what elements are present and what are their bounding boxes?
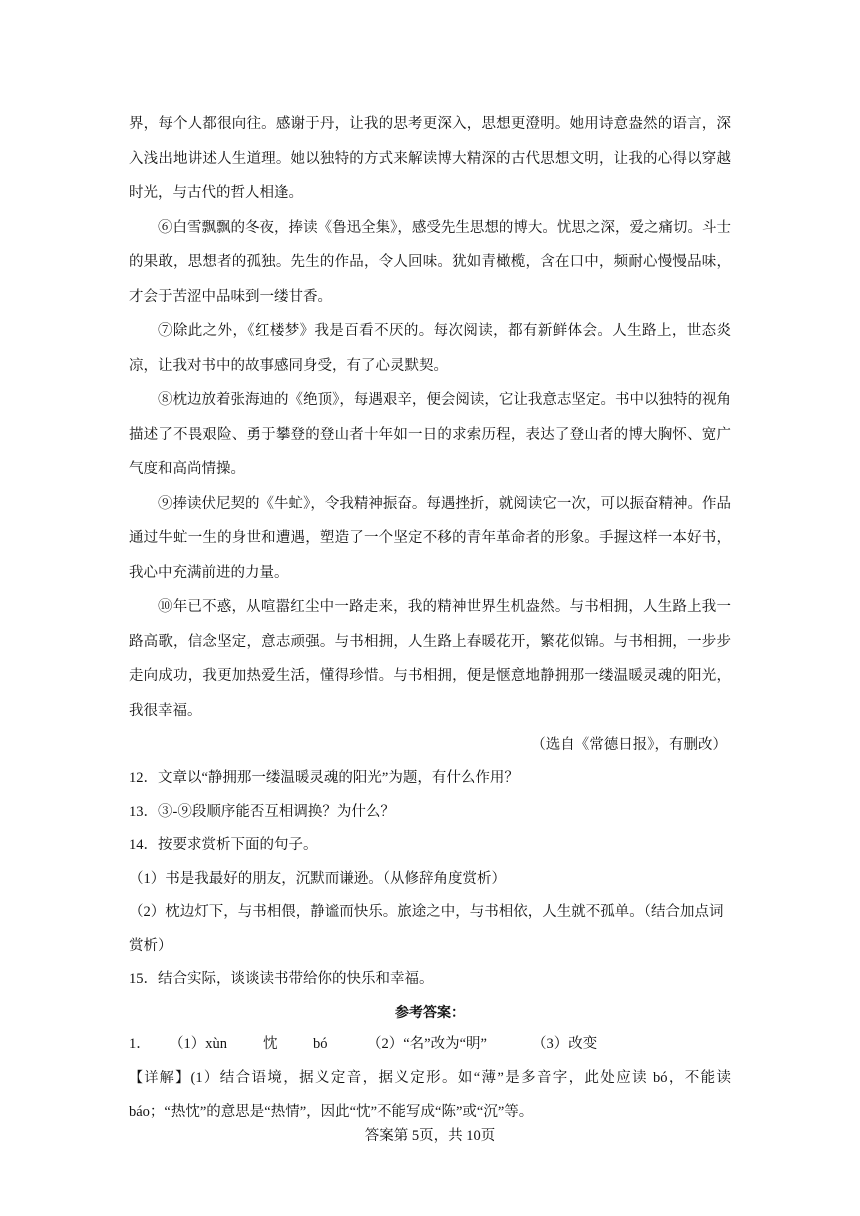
answer-1-char: 忱 <box>263 1035 278 1052</box>
paragraph-8: ⑧枕边放着张海迪的《绝顶》，每遇艰辛，便会阅读，它让我意志坚定。书中以独特的视角描述了不畏艰险、勇于攀登的登山者十年如一日的求索历程，表达了登山者的博大胸怀、宽广气度和高尚情操。 <box>129 392 731 477</box>
paragraph-7: ⑦除此之外，《红楼梦》我是百看不厌的。每次阅读，都有新鲜体会。人生路上，世态炎凉，让我对书中的故事感同身受，有了心灵默契。 <box>129 323 731 374</box>
page-footer: 答案第 5页，共 10页 <box>364 1128 496 1144</box>
answer-1-row <box>129 1027 731 1061</box>
question-14: 14．按要求赏析下面的句子。 <box>129 837 318 853</box>
question-14-1: （1）书是我最好的朋友，沉默而谦逊。（从修辞角度赏析） <box>129 870 506 887</box>
answer-detail <box>129 1061 731 1129</box>
question-13: 13．③-⑨段顺序能否互相调换？为什么？ <box>129 803 395 820</box>
paragraph-6: ⑥白雪飘飘的冬夜，捧读《鲁迅全集》，感受先生思想的博大。忧思之深，爱之痛切。斗士的果敢，思想者的孤独。先生的作品，令人回味。犹如青橄榄，含在口中，频耐心慢慢品味，才会于苦涩中品味到一缕甘香。 <box>129 219 731 305</box>
question-14-2: （2）枕边灯下，与书相偎，静谧而快乐。旅途之中，与书相依，人生就不孤单。（结合加点词赏析） <box>129 904 724 954</box>
question-12: 12．文章以“静拥那一缕温暖灵魂的阳光”为题，有什么作用？ <box>129 770 519 786</box>
answer-1-part-3: （3）改变 <box>532 1035 598 1052</box>
detail-label: 【详解】 <box>129 1069 191 1086</box>
answers-title: 参考答案： <box>395 1003 465 1020</box>
answer-1-part-1: （1）xùn <box>169 1035 227 1052</box>
paragraph-10: ⑩年已不惑，从喧嚣红尘中一路走来，我的精神世界生机盎然。与书相拥，人生路上我一路高歌，信念坚定，意志顽强。与书相拥，人生路上春暖花开，繁花似锦。与书相拥，一步步走向成功，我更加热爱生活，懂得珍惜。与书相拥，便是惬意地静拥那一缕温暖灵魂的阳光，我很幸福。 <box>129 599 731 719</box>
answer-1-pinyin: bó <box>313 1035 328 1052</box>
paragraph-9: ⑨捧读伏尼契的《牛虻》，令我精神振奋。每遇挫折，就阅读它一次，可以振奋精神。作品通过牛虻一生的身世和遭遇，塑造了一个坚定不移的青年革命者的形象。手握这样一本好书，我心中充满前进的力量。 <box>129 495 731 581</box>
answer-1-part-2: （2）“名”改为“明” <box>367 1035 487 1052</box>
answer-number: 1． <box>129 1035 151 1052</box>
article-source: （选自《常德日报》，有删改） <box>531 737 727 753</box>
question-15: 15．结合实际，谈谈读书带给你的快乐和幸福。 <box>129 971 434 987</box>
detail-text: (1）结合语境，据义定音，据义定形。如“薄”是多音字，此处应读 bó，不能读 báo；“热忱”的意思是“热情”，因此“忱”不能写成“陈”或“沉”等。 <box>129 1069 731 1120</box>
page-content <box>129 107 731 1129</box>
paragraph-continuation: 界，每个人都很向往。感谢于丹，让我的思考更深入，思想更澄明。她用诗意盎然的语言，深入浅出地讲述人生道理。她以独特的方式来解读博大精深的古代思想文明，让我的心得以穿越时光，与古代的哲人相逢。 <box>129 116 731 201</box>
